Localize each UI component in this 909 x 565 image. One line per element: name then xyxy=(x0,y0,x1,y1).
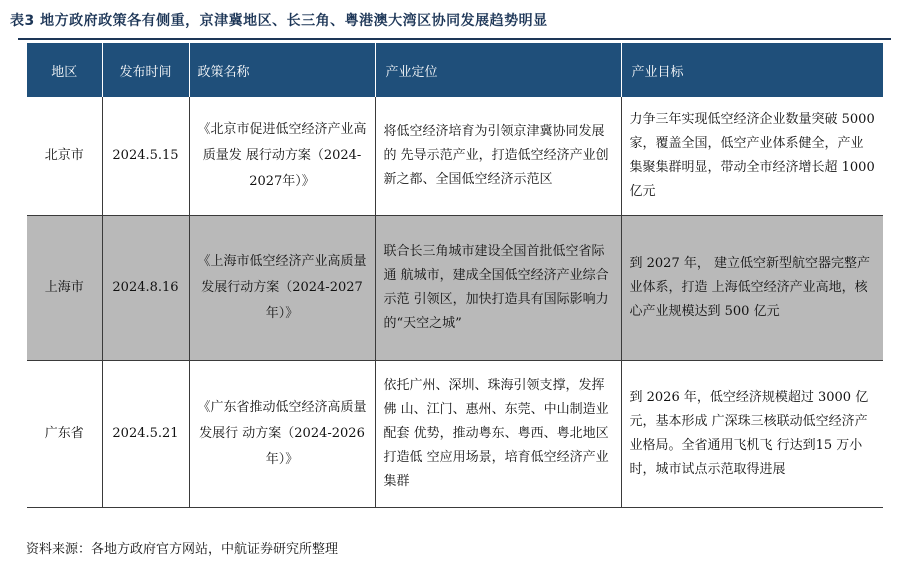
table-row-shanghai xyxy=(27,216,883,361)
caption-rule xyxy=(18,38,891,40)
cell-region: 北京市 xyxy=(27,97,102,216)
source-note: 资料来源：各地方政府官方网站，中航证券研究所整理 xyxy=(26,542,339,557)
table-row-beijing xyxy=(27,97,883,216)
header-goal: 产业目标 xyxy=(621,43,883,97)
cell-date: 2024.5.15 xyxy=(102,97,189,216)
cell-positioning: 依托广州、深圳、珠海引领支撑，发挥佛 山、江门、惠州、东莞、中山制造业配套 优势，推动粤东、粤西、粤北地区打造低 空应用场景，培育低空经济产业集群 xyxy=(375,361,621,508)
header-date: 发布时间 xyxy=(102,43,189,97)
table-caption: 表3 地方政府政策各有侧重，京津冀地区、长三角、粤港澳大湾区协同发展趋势明显 xyxy=(10,13,548,29)
cell-positioning: 将低空经济培育为引领京津冀协同发展的 先导示范产业，打造低空经济产业创新之都、全国低空经济示范区 xyxy=(375,97,621,216)
cell-policy-name: 《广东省推动低空经济高质量发展行 动方案（2024-2026年）》 xyxy=(189,361,375,508)
cell-policy-name: 《北京市促进低空经济产业高质量发 展行动方案（2024-2027年）》 xyxy=(189,97,375,216)
cell-goal: 到 2027 年， 建立低空新型航空器完整产业体系，打造 上海低空经济产业高地，核心产业规模达到 500 亿元 xyxy=(621,216,883,361)
cell-date: 2024.8.16 xyxy=(102,216,189,361)
header-policy-name: 政策名称 xyxy=(189,43,375,97)
cell-policy-name: 《上海市低空经济产业高质量发展行动方案（2024-2027年）》 xyxy=(189,216,375,361)
table-header-row xyxy=(27,43,883,97)
table-row-guangdong xyxy=(27,361,883,508)
header-region: 地区 xyxy=(27,43,102,97)
cell-goal: 到 2026 年，低空经济规模超过 3000 亿元，基本形成 广深珠三核联动低空经济产业格局。全省通用飞机飞 行达到15 万小时，城市试点示范取得进展 xyxy=(621,361,883,508)
cell-date: 2024.5.21 xyxy=(102,361,189,508)
policy-table xyxy=(27,43,883,508)
header-positioning: 产业定位 xyxy=(375,43,621,97)
cell-positioning: 联合长三角城市建设全国首批低空省际通 航城市，建成全国低空经济产业综合示范 引领区，加快打造具有国际影响力的“天空之城” xyxy=(375,216,621,361)
cell-region: 广东省 xyxy=(27,361,102,508)
cell-region: 上海市 xyxy=(27,216,102,361)
cell-goal: 力争三年实现低空经济企业数量突破 5000 家，覆盖全国，低空产业体系健全，产业集聚集群明显，带动全市经济增长超 1000 亿元 xyxy=(621,97,883,216)
